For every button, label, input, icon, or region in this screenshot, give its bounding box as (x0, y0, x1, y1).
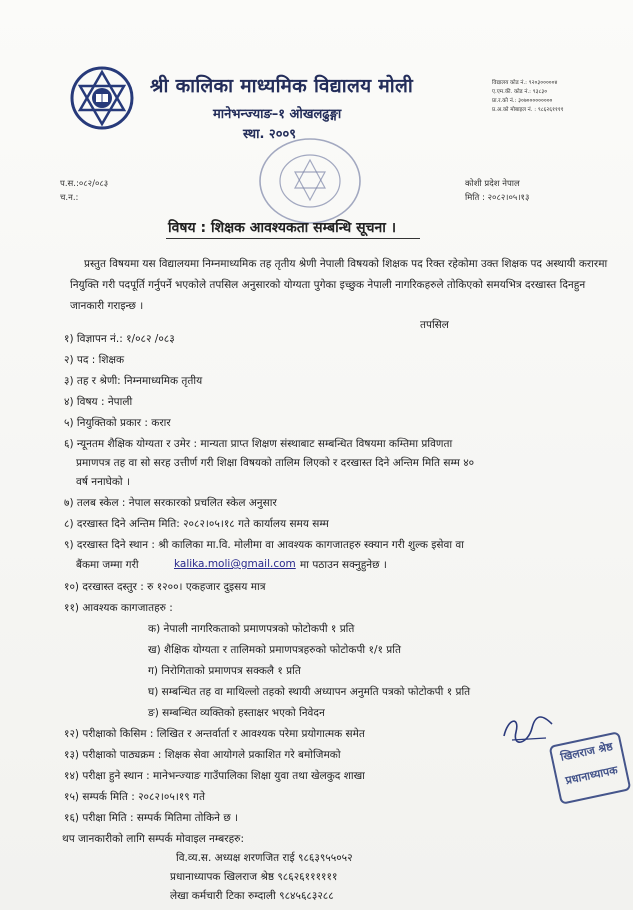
list-item: १५) सम्पर्क मिति : २०८२।०५।१९ गते (64, 791, 205, 803)
list-item: ५) नियुक्तिको प्रकार : करार (64, 417, 171, 429)
list-item: १) विज्ञापन नं.: १/०८२ /०८३ (64, 333, 175, 345)
contact-heading: थप जानकारीको लागि सम्पर्क मोवाइल नम्बरहरु: (62, 833, 244, 845)
list-item: १६) परीक्षा मिति : सम्पर्क मितिमा तोकिने छ । (64, 812, 239, 824)
info-line: प्र.अ.को मोबाइल नं. : ९८६२६११११ (492, 107, 564, 113)
nepal-star-emblem-icon (70, 66, 134, 130)
list-item-continued: बैंकमा जम्मा गरी (76, 559, 139, 571)
list-item: १३) परीक्षाको पाठ्यक्रम : शिक्षक सेवा आयोगले प्रकाशित गरे बमोजिमको (64, 749, 341, 761)
province: कोशी प्रदेश नेपाल (465, 179, 520, 189)
school-address: मानेभन्ज्याङ–१ ओखलढुङ्गा (213, 107, 342, 122)
list-item: ३) तह र श्रेणी: निम्नमाध्यमिक तृतीय (64, 375, 203, 387)
reference-number: प.स.:०८२/०८३ (60, 179, 109, 189)
notice-subject: विषय : शिक्षक आवश्यकता सम्बन्धि सूचना । (168, 220, 397, 236)
list-item: २) पद : शिक्षक (64, 354, 125, 366)
school-name: श्री कालिका माध्यमिक विद्यालय मोली (150, 75, 414, 97)
contact-line: लेखा कर्मचारी टिका रुम्दाली ९८४५६८३२८८ (170, 890, 334, 902)
info-line: विद्यालय कोड नं.: ९२०३०००००४ (492, 80, 558, 86)
signature (498, 708, 558, 748)
intro-paragraph: प्रस्तुत विषयमा यस विद्यालयमा निम्नमाध्यमिक तह तृतीय श्रेणी नेपाली विषयको शिक्षक पद रिक्त रहेकोमा उक्त शिक्षक पद अस्थायी करारमा नियुक्ति गरी पदपूर्ति गर्नुपर्ने भएकोले तपसिल अनुसारको योग्यता पुगेका इच्छुक नेपाली नागरिकहरुले तोकिएको समयभित्र दरखास्त दिनहुन जानकारी गराइन्छ । (70, 258, 608, 312)
email-link[interactable]: kalika.moli@gmail.com (174, 558, 296, 570)
list-item-continued: वर्ष ननाघेको । (76, 476, 130, 488)
tapsil-heading: तपसिल (420, 319, 449, 331)
sub-list-item: ग) निरोगिताको प्रमाणपत्र सक्कलै १ प्रति (148, 665, 301, 677)
info-line: प्रा.र.को नं.: ३०७००००००००० (492, 98, 553, 104)
sub-list-item: घ) सम्बन्धित तह वा माथिल्लो तहको स्थायी अध्यापन अनुमति पत्रको फोटोकपी १ प्रति (148, 686, 471, 698)
list-item: १०) दरखास्त दस्तुर : रु १२००। एकहजार दुइसय मात्र (64, 581, 266, 593)
list-item: १४) परीक्षा हुने स्थान : मानेभन्ज्याङ गाउँपालिका शिक्षा युवा तथा खेलकुद शाखा (64, 770, 365, 782)
list-item: ९) दरखास्त दिने स्थान : श्री कालिका मा.वि. मोलीमा वा आवश्यक कागजातहरु स्क्यान गरी शुल्क इसेवा वा (64, 539, 464, 551)
list-item-continued: प्रमाणपत्र तह वा सो सरह उत्तीर्ण गरी शिक्षा विषयको तालिम लिएको र दरखास्त दिने अन्तिम मिति सम्म ४० (76, 457, 475, 469)
list-item: १२) परीक्षाको किसिम : लिखित र अन्तर्वार्ता र आवश्यक परेमा प्रयोगात्मक समेत (64, 728, 365, 740)
sub-list-item: ङ) सम्बन्धित व्यक्तिको हस्ताक्षर भएको निवेदन (148, 707, 325, 719)
established-year: स्था. २००९ (243, 127, 296, 142)
list-item: ११) आवश्यक कागजातहरु : (64, 602, 173, 614)
head-teacher-stamp: खिलराज श्रेष्ठ प्रधानाध्यापक (549, 731, 632, 805)
list-item: ८) दरखास्त दिने अन्तिम मिति: २०८२।०५।१८ गते कार्यालय समय सम्म (64, 518, 329, 530)
letter-date: मिति : २०८२।०५।१३ (465, 193, 530, 203)
info-line: ए.एम.की. कोड नं.: ९३८३० (492, 89, 548, 95)
contact-line: वि.व्य.स. अध्यक्ष शरणजित राई ९८६३९५५०५२ (176, 852, 353, 864)
sub-list-item: क) नेपाली नागरिकताको प्रमाणपत्रको फोटोकपी १ प्रति (148, 623, 355, 635)
list-item: ६) न्यूनतम शैक्षिक योग्यता र उमेर : मान्यता प्राप्त शिक्षण संस्थाबाट सम्बन्धित विषयमा कम्तिमा प्रविणता (64, 438, 453, 450)
list-item-continued: मा पठाउन सक्नुहुनेछ । (300, 559, 387, 571)
list-item: ४) विषय : नेपाली (64, 396, 133, 408)
sub-list-item: ख) शैक्षिक योग्यता र तालिमको प्रमाणपत्रहरुको फोटोकपी १/१ प्रति (148, 644, 401, 656)
subject-underline (166, 238, 420, 239)
dispatch-number: च.न.: (60, 193, 79, 203)
list-item: ७) तलब स्केल : नेपाल सरकारको प्रचलित स्केल अनुसार (64, 497, 277, 509)
school-seal (257, 136, 363, 226)
contact-line: प्रधानाध्यापक खिलराज श्रेष्ठ ९८६२६११११११ (170, 871, 338, 883)
